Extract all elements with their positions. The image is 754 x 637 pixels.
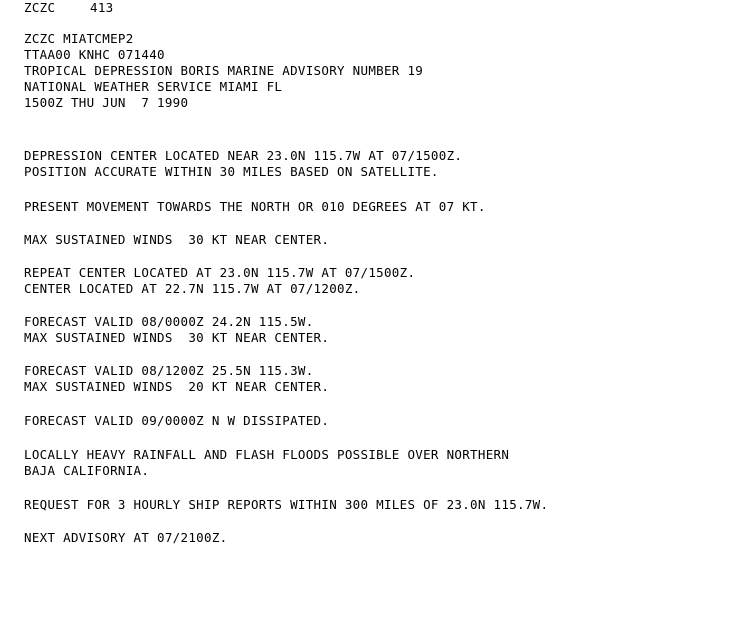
ship-reports-text: REQUEST FOR 3 HOURLY SHIP REPORTS WITHIN 300 MILES OF 23.0N 115.7W.	[24, 497, 549, 512]
movement-text: PRESENT MOVEMENT TOWARDS THE NORTH OR 010 DEGREES AT 07 KT.	[24, 199, 486, 214]
forecast-1-text: FORECAST VALID 08/0000Z 24.2N 115.5W.	[24, 314, 314, 329]
next-advisory-text: NEXT ADVISORY AT 07/2100Z.	[24, 530, 228, 545]
center-location-text: DEPRESSION CENTER LOCATED NEAR 23.0N 115.7W AT 07/1500Z.	[24, 148, 463, 163]
position-accuracy-text: POSITION ACCURATE WITHIN 30 MILES BASED ON SATELLITE.	[24, 164, 439, 179]
forecast-2-winds-text: MAX SUSTAINED WINDS 20 KT NEAR CENTER.	[24, 379, 330, 394]
rainfall-text-line-2: BAJA CALIFORNIA.	[24, 463, 150, 478]
issuing-office: NATIONAL WEATHER SERVICE MIAMI FL	[24, 79, 283, 94]
repeat-center-text: REPEAT CENTER LOCATED AT 23.0N 115.7W AT 07/1500Z.	[24, 265, 416, 280]
rainfall-text-line-1: LOCALLY HEAVY RAINFALL AND FLASH FLOODS POSSIBLE OVER NORTHERN	[24, 447, 510, 462]
max-winds-text: MAX SUSTAINED WINDS 30 KT NEAR CENTER.	[24, 232, 330, 247]
message-id-line: ZCZC MIATCMEP2	[24, 31, 134, 46]
forecast-1-winds-text: MAX SUSTAINED WINDS 30 KT NEAR CENTER.	[24, 330, 330, 345]
forecast-2-text: FORECAST VALID 08/1200Z 25.5N 115.3W.	[24, 363, 314, 378]
advisory-title: TROPICAL DEPRESSION BORIS MARINE ADVISORY NUMBER 19	[24, 63, 424, 78]
forecast-3-text: FORECAST VALID 09/0000Z N W DISSIPATED.	[24, 413, 330, 428]
message-code-number: 413	[90, 0, 114, 15]
wmo-header-line: TTAA00 KNHC 071440	[24, 47, 165, 62]
prior-center-text: CENTER LOCATED AT 22.7N 115.7W AT 07/1200Z.	[24, 281, 361, 296]
issue-time: 1500Z THU JUN 7 1990	[24, 95, 189, 110]
message-code-label: ZCZC	[24, 0, 56, 15]
